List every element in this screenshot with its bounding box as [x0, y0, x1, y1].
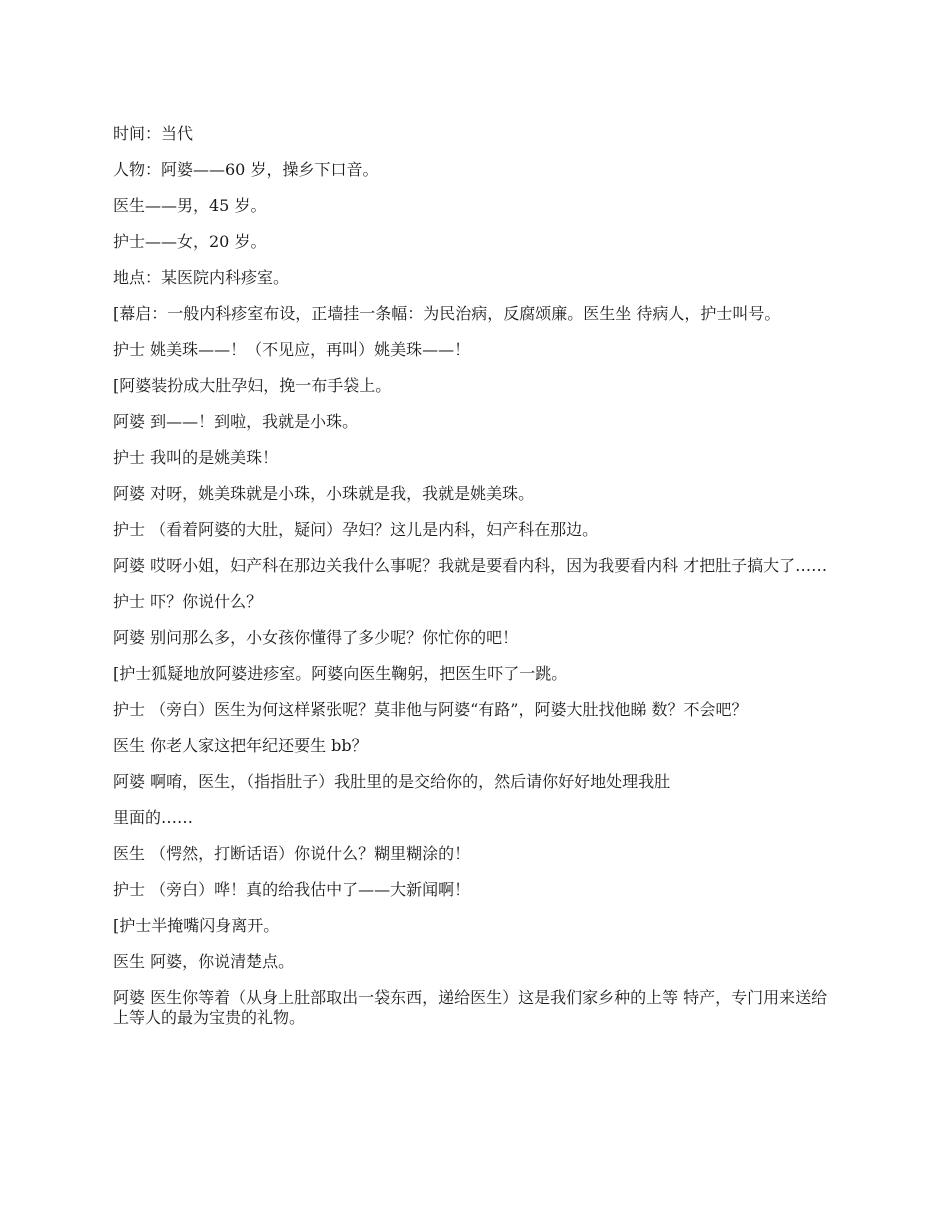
paragraph-doctor: 医生——男，45 岁。 — [113, 196, 267, 215]
paragraph-time: 时间：当代 — [113, 124, 194, 143]
dialogue-line: 阿婆 啊唷，医生，（指指肚子）我肚里的是交给你的，然后请你好好地处理我肚 — [113, 772, 671, 791]
dialogue-line: 医生 阿婆，你说清楚点。 — [113, 952, 295, 971]
stage-direction: [阿婆装扮成大肚孕妇，挽一布手袋上。 — [113, 376, 392, 395]
dialogue-line: 护士 吓？你说什么？ — [113, 592, 263, 611]
paragraph-nurse: 护士——女，20 岁。 — [113, 232, 267, 251]
stage-direction: [幕启：一般内科疹室布设，正墙挂一条幅：为民治病，反腐颂廉。医生坐 待病人，护士叫号。 — [113, 304, 781, 323]
dialogue-line: 医生 （愕然，打断话语）你说什么？糊里糊涂的！ — [113, 844, 471, 863]
dialogue-line: 阿婆 医生你等着（从身上肚部取出一袋东西，递给医生）这是我们家乡种的上等 特产，专门用来送给上等人的最为宝贵的礼物。 — [113, 988, 828, 1027]
paragraph-characters: 人物：阿婆——60 岁，操乡下口音。 — [113, 160, 379, 179]
dialogue-line: 医生 你老人家这把年纪还要生 bb？ — [113, 736, 368, 755]
dialogue-line: 护士 （旁白）医生为何这样紧张呢？莫非他与阿婆“有路”，阿婆大肚找他睇 数？不会吧？ — [113, 700, 748, 719]
script-body — [113, 124, 833, 1044]
dialogue-line: 护士 姚美珠——！（不见应，再叫）姚美珠——！ — [113, 340, 471, 359]
dialogue-line: 阿婆 别问那么多，小女孩你懂得了多少呢？你忙你的吧！ — [113, 628, 519, 647]
dialogue-line: 护士 我叫的是姚美珠！ — [113, 448, 279, 467]
paragraph-location: 地点：某医院内科疹室。 — [113, 268, 290, 287]
stage-direction: [护士狐疑地放阿婆进疹室。阿婆向医生鞠躬，把医生吓了一跳。 — [113, 664, 568, 683]
dialogue-line: 护士 （看着阿婆的大肚，疑问）孕妇？这儿是内科，妇产科在那边。 — [113, 520, 599, 539]
dialogue-line-continuation: 里面的…… — [113, 808, 194, 827]
dialogue-line: 阿婆 到——！到啦，我就是小珠。 — [113, 412, 359, 431]
dialogue-line: 护士 （旁白）哗！真的给我估中了——大新闻啊！ — [113, 880, 471, 899]
dialogue-line: 阿婆 哎呀小姐，妇产科在那边关我什么事呢？我就是要看内科，因为我要看内科 才把肚子搞大了…… — [113, 556, 828, 575]
stage-direction: [护士半掩嘴闪身离开。 — [113, 916, 280, 935]
dialogue-line: 阿婆 对呀，姚美珠就是小珠，小珠就是我，我就是姚美珠。 — [113, 484, 535, 503]
